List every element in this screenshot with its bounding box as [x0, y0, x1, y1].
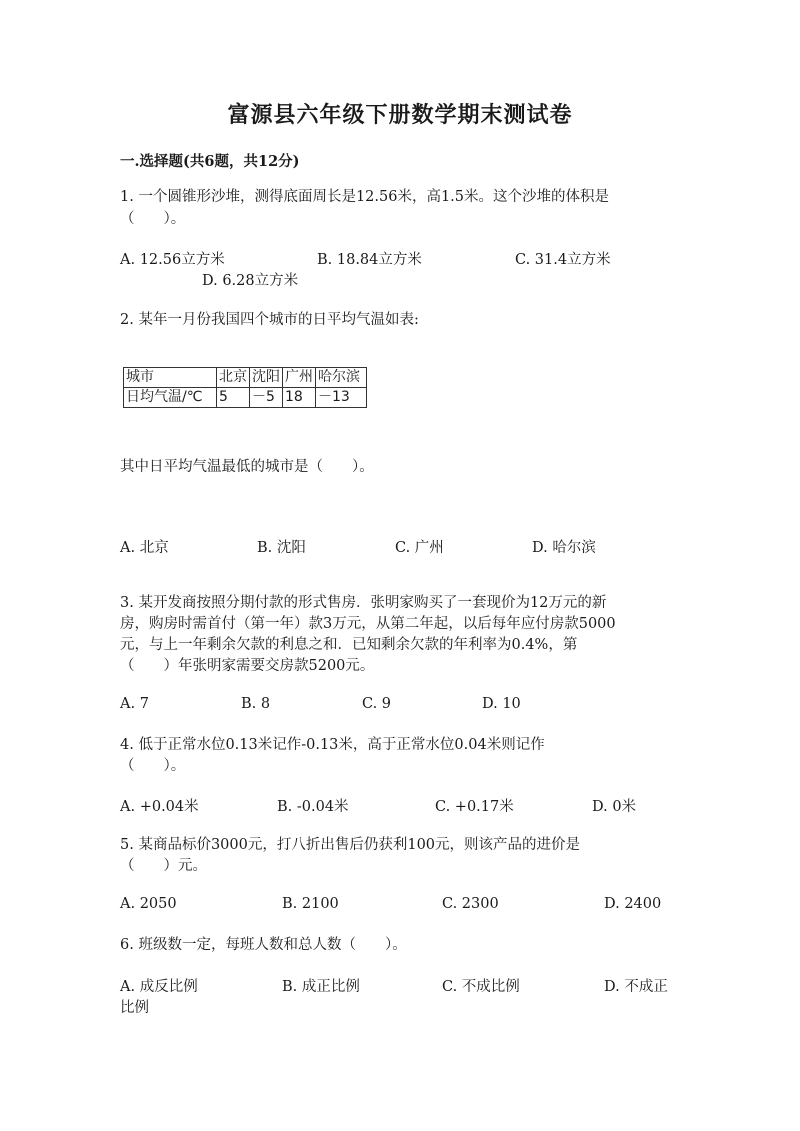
question-1-option-c: C. 31.4立方米 — [515, 252, 611, 268]
temperature-table — [123, 367, 367, 408]
question-2-option-b: B. 沈阳 — [257, 540, 306, 556]
question-4-option-b: B. -0.04米 — [277, 799, 349, 815]
question-2-option-a: A. 北京 — [120, 540, 169, 556]
question-2-option-c: C. 广州 — [395, 540, 444, 556]
question-1-text-line-1: 1. 一个圆锥形沙堆，测得底面周长是12.56米，高1.5米。这个沙堆的体积是 — [120, 189, 610, 205]
table-cell: 广州 — [283, 368, 316, 388]
question-4-option-c: C. +0.17米 — [435, 799, 514, 815]
question-3-option-a: A. 7 — [120, 696, 149, 712]
table-cell: －13 — [316, 388, 367, 408]
question-5-option-a: A. 2050 — [120, 896, 177, 912]
question-2-option-d: D. 哈尔滨 — [532, 540, 596, 556]
table-cell: 沈阳 — [250, 368, 283, 388]
question-2-prompt: 其中日平均气温最低的城市是（ ）。 — [120, 459, 374, 475]
question-4-text-line-2: （ ）。 — [120, 758, 186, 774]
question-2-text-line-1: 2. 某年一月份我国四个城市的日平均气温如表: — [120, 312, 419, 328]
question-1-text-line-2: （ ）。 — [120, 211, 186, 227]
question-3-option-d: D. 10 — [482, 696, 521, 712]
question-4-option-a: A. +0.04米 — [120, 799, 199, 815]
question-6-option-b: B. 成正比例 — [282, 979, 360, 995]
question-5-text-line-1: 5. 某商品标价3000元，打八折出售后仍获利100元，则该产品的进价是 — [120, 837, 581, 853]
question-4-option-d: D. 0米 — [592, 799, 637, 815]
table-cell: 5 — [217, 388, 250, 408]
table-cell: 18 — [283, 388, 316, 408]
question-1-option-b: B. 18.84立方米 — [317, 252, 422, 268]
question-3-option-c: C. 9 — [362, 696, 392, 712]
question-3-text-line-3: 元，与上一年剩余欠款的利息之和．已知剩余欠款的年利率为0.4%，第 — [120, 637, 578, 653]
question-5-text-line-2: （ ）元。 — [120, 858, 207, 874]
question-1-option-d: D. 6.28立方米 — [202, 273, 299, 289]
section-heading: 一.选择题(共6题，共12分) — [120, 153, 300, 170]
question-3-text-line-1: 3. 某开发商按照分期付款的形式售房．张明家购买了一套现价为12万元的新 — [120, 595, 607, 611]
question-6-option-d: D. 不成正 — [604, 979, 668, 995]
question-5-option-d: D. 2400 — [604, 896, 662, 912]
table-cell: 北京 — [217, 368, 250, 388]
question-5-option-b: B. 2100 — [282, 896, 339, 912]
question-6-text-line-1: 6. 班级数一定，每班人数和总人数（ ）。 — [120, 937, 407, 953]
question-3-text-line-2: 房，购房时需首付（第一年）款3万元，从第二年起，以后每年应付房款5000 — [120, 616, 616, 632]
question-5-option-c: C. 2300 — [442, 896, 499, 912]
table-row — [124, 388, 367, 408]
table-header-row — [124, 368, 367, 388]
table-cell: 哈尔滨 — [316, 368, 367, 388]
question-6-option-c: C. 不成比例 — [442, 979, 520, 995]
table-cell: －5 — [250, 388, 283, 408]
question-6-option-a: A. 成反比例 — [120, 979, 198, 995]
question-4-text-line-1: 4. 低于正常水位0.13米记作-0.13米，高于正常水位0.04米则记作 — [120, 737, 545, 753]
page-title: 富源县六年级下册数学期末测试卷 — [227, 102, 573, 128]
table-cell: 日均气温/℃ — [124, 388, 217, 408]
question-6-option-d-wrap: 比例 — [120, 1000, 149, 1016]
table-cell: 城市 — [124, 368, 217, 388]
question-3-text-line-4: （ ）年张明家需要交房款5200元。 — [120, 658, 375, 674]
question-3-option-b: B. 8 — [241, 696, 271, 712]
question-1-option-a: A. 12.56立方米 — [120, 252, 225, 268]
